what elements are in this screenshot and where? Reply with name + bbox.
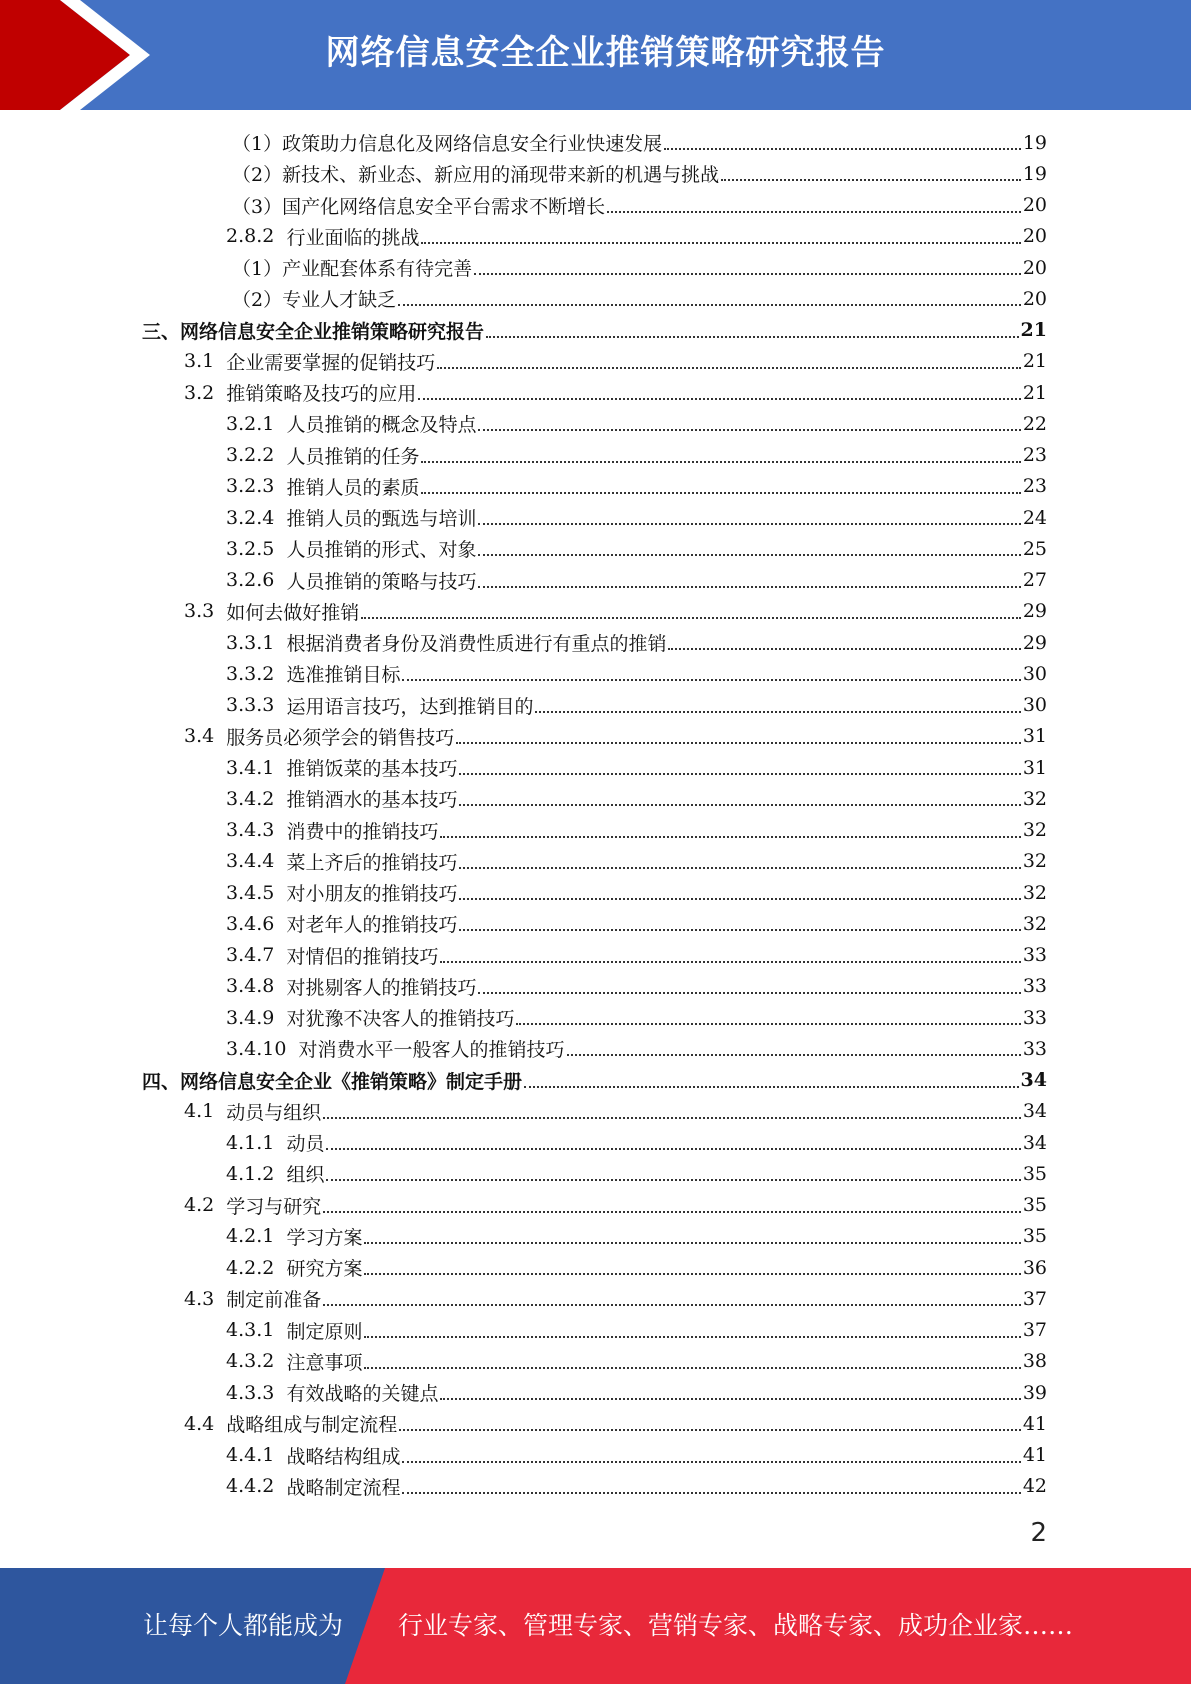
toc-entry[interactable] (0, 1065, 1191, 1096)
toc-entry-number: 3.2.6 (226, 569, 287, 592)
toc-leader-dots (440, 835, 1020, 838)
toc-entry-page: 34 (1022, 1131, 1047, 1154)
toc-entry[interactable] (0, 721, 1191, 752)
toc-entry-number: 3.3 (184, 600, 227, 623)
toc-entry-page: 36 (1022, 1256, 1047, 1279)
toc-entry-page: 29 (1022, 600, 1047, 623)
page-number: 2 (1030, 1518, 1047, 1548)
toc-entry-number: 4.3.3 (226, 1381, 287, 1404)
toc-entry-title: 服务员必须学会的销售技巧 (226, 726, 455, 749)
page-footer (0, 1568, 1191, 1684)
toc-entry-title: 推销酒水的基本技巧 (286, 789, 458, 812)
toc-entry-page: 32 (1022, 912, 1047, 935)
toc-entry-page: 37 (1022, 1319, 1047, 1342)
toc-entry-title: 根据消费者身份及消费性质进行有重点的推销 (286, 633, 667, 656)
toc-leader-dots (323, 1303, 1021, 1306)
toc-entry-title: 人员推销的策略与技巧 (286, 570, 477, 593)
toc-entry-title: 对老年人的推销技巧 (286, 914, 458, 937)
toc-leader-dots (323, 1210, 1021, 1213)
toc-entry-title: 制定原则 (286, 1320, 363, 1343)
toc-entry-page: 39 (1022, 1381, 1047, 1404)
toc-entry[interactable] (0, 1346, 1191, 1377)
toc-entry-title: 动员与组织 (226, 1101, 322, 1124)
toc-leader-dots (721, 178, 1021, 181)
toc-entry-page: 32 (1022, 881, 1047, 904)
toc-entry-number: 4.2.2 (226, 1256, 287, 1279)
toc-entry[interactable] (0, 533, 1191, 564)
toc-leader-dots (421, 491, 1020, 494)
toc-entry[interactable] (0, 1096, 1191, 1127)
toc-entry-number: 4.1.2 (226, 1162, 287, 1185)
toc-entry[interactable] (0, 408, 1191, 439)
toc-entry[interactable] (0, 190, 1191, 221)
toc-entry-title: 战略组成与制定流程 (226, 1414, 398, 1437)
toc-entry-page: 30 (1022, 662, 1047, 685)
toc-entry-title: 人员推销的概念及特点 (286, 414, 477, 437)
toc-leader-dots (535, 710, 1020, 713)
toc-entry-title: 战略制定流程 (286, 1476, 401, 1499)
toc-entry-title: 推销策略及技巧的应用 (226, 383, 417, 406)
toc-leader-dots (364, 1241, 1020, 1244)
toc-entry-number: 3.4.7 (226, 944, 287, 967)
toc-entry[interactable] (0, 815, 1191, 846)
toc-entry-number: 3.2 (184, 381, 227, 404)
toc-leader-dots (478, 991, 1020, 994)
toc-entry-number: 3.3.2 (226, 662, 287, 685)
toc-entry-page: 31 (1022, 756, 1047, 779)
toc-entry[interactable] (0, 127, 1191, 158)
toc-entry-page: 34 (1022, 1100, 1047, 1123)
toc-entry-number: 2.8.2 (226, 225, 287, 248)
toc-entry[interactable] (0, 158, 1191, 189)
toc-leader-dots (402, 678, 1020, 681)
toc-entry-page: 22 (1022, 412, 1047, 435)
toc-leader-dots (364, 1272, 1020, 1275)
toc-leader-dots (418, 397, 1021, 400)
toc-leader-dots (459, 772, 1020, 775)
toc-entry[interactable] (0, 940, 1191, 971)
toc-entry-title: 对消费水平一般客人的推销技巧 (298, 1039, 565, 1062)
toc-entry-page: 38 (1022, 1350, 1047, 1373)
toc-entry-number: 3.1 (184, 350, 227, 373)
toc-entry-page: 19 (1022, 162, 1047, 185)
toc-leader-dots (478, 585, 1020, 588)
toc-entry-page: 33 (1022, 1037, 1047, 1060)
toc-entry-page: 20 (1022, 287, 1047, 310)
toc-entry-number: 4.3.1 (226, 1319, 287, 1342)
toc-entry-title: 有效战略的关键点 (286, 1383, 439, 1406)
toc-entry[interactable] (0, 1283, 1191, 1314)
toc-leader-dots (437, 366, 1021, 369)
toc-entry-page: 33 (1022, 975, 1047, 998)
toc-entry-title: 组织 (286, 1164, 325, 1187)
toc-entry-number: 3.4 (184, 725, 227, 748)
toc-leader-dots (459, 866, 1020, 869)
toc-entry-title: （1）政策助力信息化及网络信息安全行业快速发展 (232, 133, 663, 156)
toc-entry-page: 33 (1022, 1006, 1047, 1029)
toc-entry-title: （2）新技术、新业态、新应用的涌现带来新的机遇与挑战 (232, 164, 720, 187)
toc-entry-number: 4.4.1 (226, 1444, 287, 1467)
toc-entry[interactable] (0, 1127, 1191, 1158)
toc-entry-number: 3.4.1 (226, 756, 287, 779)
toc-leader-dots (326, 1147, 1020, 1150)
toc-leader-dots (440, 960, 1020, 963)
toc-entry-title: 人员推销的任务 (286, 445, 420, 468)
page-header (0, 0, 1191, 110)
toc-entry-page: 20 (1022, 194, 1047, 217)
toc-entry-number: 3.4.3 (226, 819, 287, 842)
toc-entry-number: 4.3 (184, 1287, 227, 1310)
toc-entry-page: 41 (1022, 1412, 1047, 1435)
toc-entry-number: 3.4.6 (226, 912, 287, 935)
toc-entry-number: 3.3.3 (226, 694, 287, 717)
toc-entry-title: 对犹豫不决客人的推销技巧 (286, 1008, 515, 1031)
toc-entry-page: 32 (1022, 819, 1047, 842)
toc-entry[interactable] (0, 627, 1191, 658)
toc-entry-title: 企业需要掌握的促销技巧 (226, 351, 436, 374)
toc-entry-page: 30 (1022, 694, 1047, 717)
toc-leader-dots (361, 616, 1021, 619)
toc-entry-page: 35 (1022, 1194, 1047, 1217)
toc-leader-dots (326, 1178, 1020, 1181)
toc-entry[interactable] (0, 502, 1191, 533)
toc-entry-page: 32 (1022, 787, 1047, 810)
toc-entry-title: 动员 (286, 1133, 325, 1156)
toc-entry-page: 33 (1022, 944, 1047, 967)
toc-entry-page: 34 (1020, 1069, 1047, 1092)
toc-entry[interactable] (0, 471, 1191, 502)
toc-leader-dots (440, 1397, 1020, 1400)
toc-entry[interactable] (0, 1408, 1191, 1439)
toc-entry-title: 对小朋友的推销技巧 (286, 883, 458, 906)
toc-entry-title: 运用语言技巧，达到推销目的 (286, 695, 534, 718)
toc-entry[interactable] (0, 690, 1191, 721)
toc-entry-page: 27 (1022, 569, 1047, 592)
toc-entry[interactable] (0, 565, 1191, 596)
toc-leader-dots (567, 1053, 1021, 1056)
toc-entry-number: 3.4.9 (226, 1006, 287, 1029)
toc-entry-title: 三、网络信息安全企业推销策略研究报告 (142, 320, 485, 343)
toc-entry-title: 注意事项 (286, 1351, 363, 1374)
toc-leader-dots (607, 210, 1021, 213)
toc-entry-title: 选准推销目标 (286, 664, 401, 687)
toc-entry-title: 如何去做好推销 (226, 601, 360, 624)
toc-entry-title: 消费中的推销技巧 (286, 820, 439, 843)
toc-entry-title: 推销人员的素质 (286, 476, 420, 499)
toc-entry-title: （1）产业配套体系有待完善 (232, 258, 473, 281)
toc-leader-dots (323, 1116, 1021, 1119)
toc-entry[interactable] (0, 846, 1191, 877)
footer-slogan-right: 行业专家、管理专家、营销专家、战略专家、成功企业家…… (398, 1611, 1074, 1640)
toc-entry-page: 21 (1022, 381, 1047, 404)
toc-leader-dots (459, 897, 1020, 900)
toc-leader-dots (478, 553, 1020, 556)
toc-entry[interactable] (0, 377, 1191, 408)
toc-leader-dots (478, 428, 1020, 431)
toc-entry-title: 推销饭菜的基本技巧 (286, 758, 458, 781)
toc-entry[interactable] (0, 1440, 1191, 1471)
toc-entry-page: 21 (1022, 350, 1047, 373)
toc-entry-title: 对情侣的推销技巧 (286, 945, 439, 968)
toc-leader-dots (364, 1366, 1020, 1369)
toc-entry[interactable] (0, 1315, 1191, 1346)
toc-leader-dots (399, 1428, 1021, 1431)
toc-entry-page: 32 (1022, 850, 1047, 873)
toc-entry-page: 20 (1022, 256, 1047, 279)
table-of-contents (0, 127, 1191, 1502)
toc-entry-number: 4.1 (184, 1100, 227, 1123)
toc-entry-number: 3.4.2 (226, 787, 287, 810)
toc-entry[interactable] (0, 971, 1191, 1002)
toc-entry-number: 3.2.4 (226, 506, 287, 529)
toc-entry-page: 31 (1022, 725, 1047, 748)
toc-leader-dots (474, 272, 1021, 275)
toc-entry-number: 3.2.2 (226, 444, 287, 467)
toc-entry-number: 4.2.1 (226, 1225, 287, 1248)
toc-entry-page: 37 (1022, 1287, 1047, 1310)
toc-entry-title: 四、网络信息安全企业《推销策略》制定手册 (142, 1070, 523, 1093)
toc-entry[interactable] (0, 752, 1191, 783)
toc-entry-page: 23 (1022, 444, 1047, 467)
toc-entry-title: 战略结构组成 (286, 1445, 401, 1468)
toc-leader-dots (456, 741, 1021, 744)
toc-entry[interactable] (0, 1033, 1191, 1064)
toc-entry-number: 3.4.5 (226, 881, 287, 904)
toc-entry-title: 菜上齐后的推销技巧 (286, 851, 458, 874)
toc-leader-dots (364, 1335, 1020, 1338)
toc-entry-title: 学习方案 (286, 1226, 363, 1249)
toc-leader-dots (668, 647, 1020, 650)
toc-leader-dots (459, 803, 1020, 806)
toc-entry[interactable] (0, 1002, 1191, 1033)
toc-entry-number: 3.4.8 (226, 975, 287, 998)
toc-entry[interactable] (0, 440, 1191, 471)
toc-entry-title: 学习与研究 (226, 1195, 322, 1218)
toc-entry-title: 制定前准备 (226, 1289, 322, 1312)
toc-entry-number: 4.2 (184, 1194, 227, 1217)
toc-entry-title: 推销人员的甄选与培训 (286, 508, 477, 531)
toc-entry[interactable] (0, 1221, 1191, 1252)
toc-entry-number: 3.2.5 (226, 537, 287, 560)
toc-entry[interactable] (0, 1252, 1191, 1283)
toc-entry[interactable] (0, 908, 1191, 939)
toc-entry-page: 41 (1022, 1444, 1047, 1467)
toc-entry-page: 25 (1022, 537, 1047, 560)
footer-slogan-left: 让每个人都能成为 (143, 1611, 344, 1640)
toc-entry-title: （2）专业人才缺乏 (232, 289, 397, 312)
toc-entry[interactable] (0, 346, 1191, 377)
toc-entry-number: 3.2.3 (226, 475, 287, 498)
header-title: 网络信息安全企业推销策略研究报告 (325, 33, 886, 73)
toc-leader-dots (664, 147, 1021, 150)
toc-entry[interactable] (0, 877, 1191, 908)
toc-entry-title: 研究方案 (286, 1258, 363, 1281)
toc-entry[interactable] (0, 783, 1191, 814)
toc-entry-number: 3.3.1 (226, 631, 287, 654)
toc-leader-dots (398, 303, 1021, 306)
toc-leader-dots (516, 1022, 1020, 1025)
toc-entry[interactable] (0, 1377, 1191, 1408)
toc-entry[interactable] (0, 315, 1191, 346)
toc-entry-page: 23 (1022, 475, 1047, 498)
toc-entry-page: 29 (1022, 631, 1047, 654)
toc-entry-title: 人员推销的形式、对象 (286, 539, 477, 562)
toc-entry-number: 4.4.2 (226, 1475, 287, 1498)
toc-entry[interactable] (0, 283, 1191, 314)
toc-entry[interactable] (0, 658, 1191, 689)
toc-entry[interactable] (0, 221, 1191, 252)
toc-entry-number: 3.4.4 (226, 850, 287, 873)
toc-entry-page: 19 (1022, 131, 1047, 154)
toc-leader-dots (524, 1085, 1019, 1088)
toc-entry[interactable] (0, 1190, 1191, 1221)
toc-entry-page: 35 (1022, 1162, 1047, 1185)
toc-leader-dots (478, 522, 1020, 525)
toc-entry-title: 对挑剔客人的推销技巧 (286, 976, 477, 999)
toc-leader-dots (421, 460, 1020, 463)
toc-entry-page: 24 (1022, 506, 1047, 529)
toc-leader-dots (421, 241, 1020, 244)
toc-entry-page: 42 (1022, 1475, 1047, 1498)
toc-entry-title: 行业面临的挑战 (286, 226, 420, 249)
toc-entry[interactable] (0, 1471, 1191, 1502)
toc-entry-page: 20 (1022, 225, 1047, 248)
toc-entry-number: 3.2.1 (226, 412, 287, 435)
toc-entry-number: 4.4 (184, 1412, 227, 1435)
toc-entry[interactable] (0, 252, 1191, 283)
toc-entry[interactable] (0, 1158, 1191, 1189)
toc-entry-number: 3.4.10 (226, 1037, 299, 1060)
toc-leader-dots (459, 928, 1020, 931)
toc-entry-number: 4.3.2 (226, 1350, 287, 1373)
toc-leader-dots (402, 1491, 1020, 1494)
toc-entry-page: 35 (1022, 1225, 1047, 1248)
toc-leader-dots (402, 1460, 1020, 1463)
toc-entry-title: （3）国产化网络信息安全平台需求不断增长 (232, 195, 606, 218)
toc-entry-number: 4.1.1 (226, 1131, 287, 1154)
toc-leader-dots (486, 335, 1019, 338)
toc-entry[interactable] (0, 596, 1191, 627)
toc-entry-page: 21 (1020, 319, 1047, 342)
